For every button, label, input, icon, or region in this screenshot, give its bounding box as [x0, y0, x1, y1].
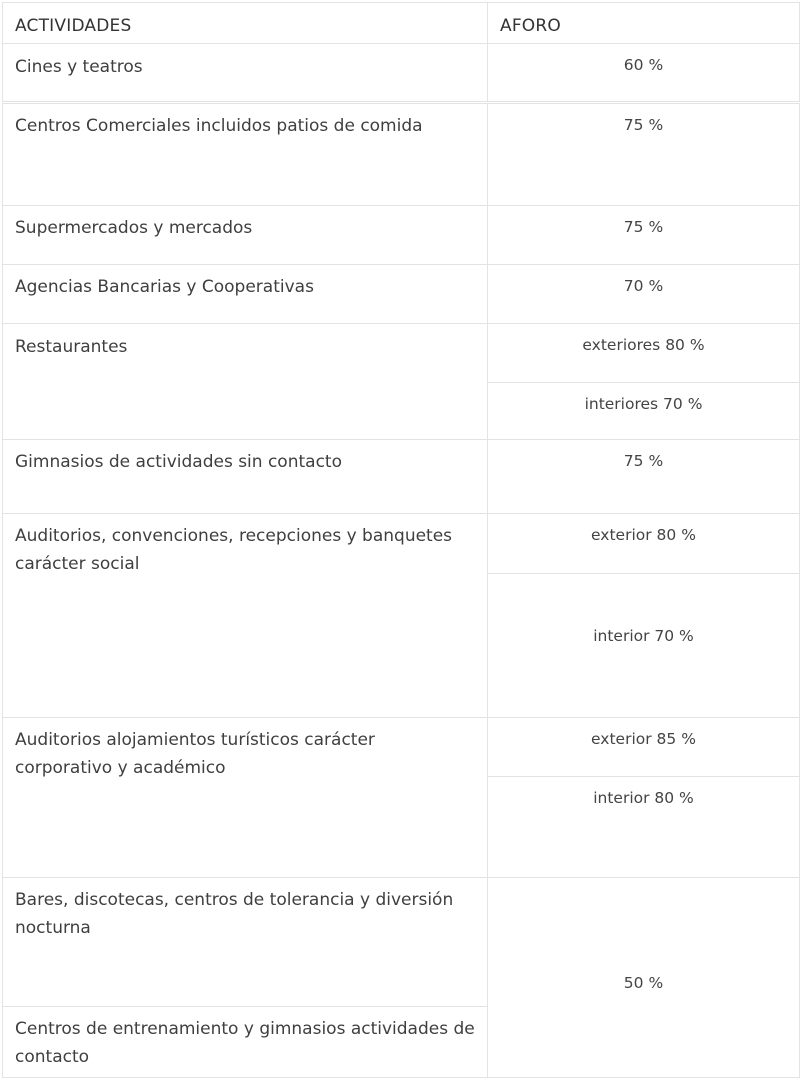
- activity-cell: [2, 43, 488, 102]
- activity-text: Agencias Bancarias y Cooperativas: [15, 277, 314, 297]
- capacity-text: 75 %: [623, 116, 664, 134]
- capacity-cell: [487, 205, 800, 265]
- activity-cell: [2, 323, 488, 440]
- activity-cell: [2, 103, 488, 206]
- capacity-cell: [487, 103, 800, 206]
- column-header-activity: [2, 2, 488, 44]
- activity-cell: [2, 264, 488, 324]
- capacity-cell: [487, 776, 800, 878]
- capacity-text: interior 70 %: [593, 627, 694, 645]
- capacity-cell: [487, 513, 800, 574]
- capacity-text: 50 %: [623, 974, 664, 992]
- column-header-activity-label: ACTIVIDADES: [15, 16, 132, 36]
- activity-cell: [2, 513, 488, 718]
- activity-cell: [2, 877, 488, 1007]
- activity-cell: [2, 1006, 488, 1078]
- activity-text: Supermercados y mercados: [15, 218, 253, 238]
- activity-text: Auditorios, convenciones, recepciones y banquetes carácter social: [15, 526, 453, 574]
- capacity-text: exterior 85 %: [591, 730, 696, 748]
- capacity-text: 60 %: [623, 56, 664, 74]
- capacity-text: exteriores 80 %: [582, 336, 705, 354]
- capacity-cell: [487, 573, 800, 718]
- activity-cell: [2, 205, 488, 265]
- activity-text: Bares, discotecas, centros de tolerancia y diversión nocturna: [15, 890, 454, 938]
- capacity-cell: [487, 717, 800, 777]
- activity-cell: [2, 717, 488, 878]
- column-header-capacity-label: AFORO: [500, 16, 561, 36]
- activity-text: Restaurantes: [15, 337, 128, 357]
- capacity-cell-merged: [487, 877, 800, 1078]
- activity-text: Gimnasios de actividades sin contacto: [15, 452, 342, 472]
- activity-cell: [2, 439, 488, 514]
- capacity-cell: [487, 264, 800, 324]
- capacity-cell: [487, 43, 800, 102]
- activity-text: Centros de entrenamiento y gimnasios actividades de contacto: [15, 1019, 475, 1067]
- capacity-cell: [487, 323, 800, 383]
- column-header-capacity: [487, 2, 800, 44]
- capacity-text: interiores 70 %: [584, 395, 703, 413]
- capacity-text: 75 %: [623, 452, 664, 470]
- capacity-text: 70 %: [623, 277, 664, 295]
- capacity-text: 75 %: [623, 218, 664, 236]
- activity-text: Centros Comerciales incluidos patios de comida: [15, 116, 423, 136]
- activity-text: Auditorios alojamientos turísticos carácter corporativo y académico: [15, 730, 375, 778]
- capacity-cell: [487, 439, 800, 514]
- capacity-cell: [487, 382, 800, 440]
- capacity-text: interior 80 %: [593, 789, 694, 807]
- activity-text: Cines y teatros: [15, 57, 143, 77]
- capacity-text: exterior 80 %: [591, 526, 696, 544]
